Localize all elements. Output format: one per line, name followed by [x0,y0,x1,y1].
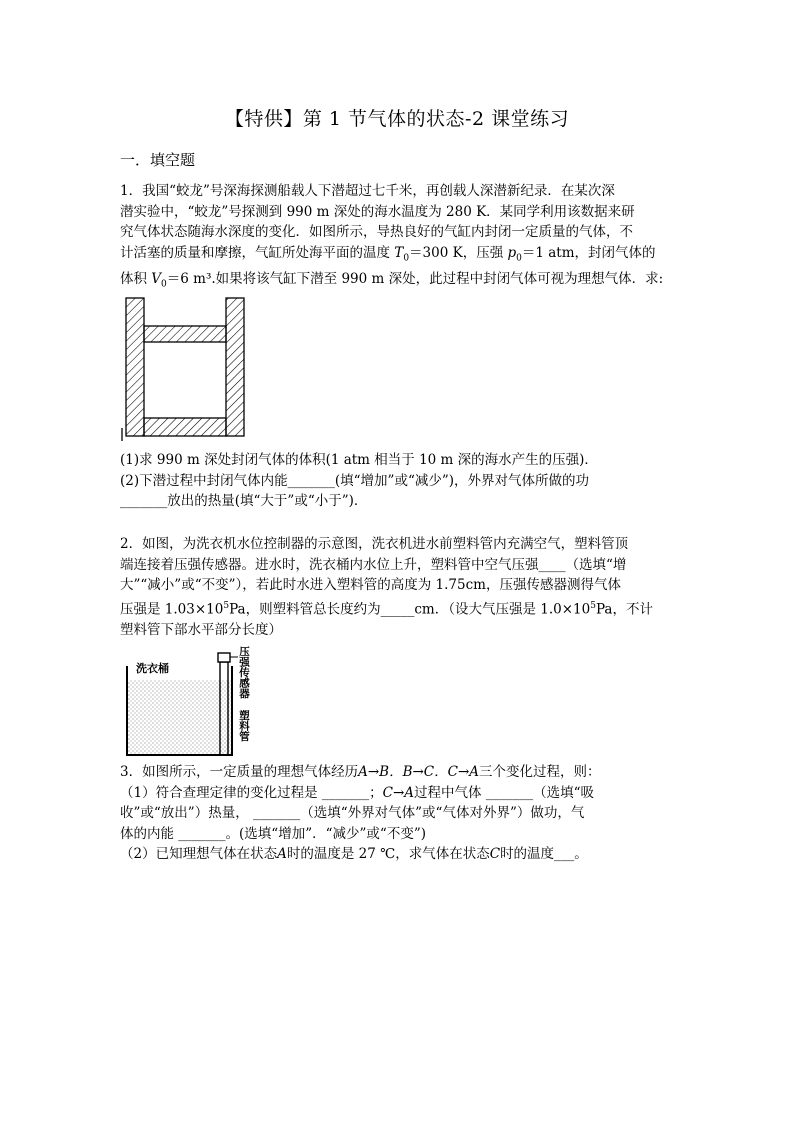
water-area [127,680,231,754]
q2-line-1: 2．如图，为洗衣机水位控制器的示意图，洗衣机进水前塑料管内充满空气，塑料管顶 [120,536,629,552]
q2-line-5: 塑料管下部水平部分长度） [120,621,282,638]
washing-machine-diagram [120,638,270,760]
q1-line-5: 体积 $V_0=6$ m³.如果将该气缸下潜至 990 m 深处，此过程中封闭气体可视为理想气体．求: [120,270,664,290]
q2-line-4: 压强是 $1.03\times 10^5Pa$，则塑料管总长度约为_____cm．（设大气压强是 $1.0\times 10^5Pa$，不计 [120,600,653,617]
tub-label: 洗衣桶 [136,662,169,675]
q1-sub-3: _______放出的热量(填“大于”或“小于”)． [120,493,368,509]
question-2 [120,534,680,640]
cylinder-right-wall [226,298,244,436]
q1-sub-1: (1)求 990 m 深处封闭气体的体积(1 atm 相当于 10 m 深的海水产生的压强)． [120,452,598,468]
cylinder-left-wall [126,298,144,436]
sensor-label: 压强传感器 [238,646,250,699]
pressure-sensor [218,653,230,662]
q1-line-3: 究气体状态随海水深度的变化．如图所示，导热良好的气缸内封闭一定质量的气体，不 [120,224,633,240]
q1-sub-2: (2)下潜过程中封闭气体内能_______(填“增加”或“减少”)，外界对气体所做的功 [120,472,590,489]
q3-line-2: （1）符合查理定律的变化过程是 _______；C→A过程中气体 _______（选填“吸 [120,784,594,801]
q2-line-2: 端连接着压强传感器。进水时，洗衣桶内水位上升，塑料管中空气压强____（选填“增 [120,556,627,573]
q3-line-1: 3．如图所示，一定质量的理想气体经历A→B．B→C．C→A三个变化过程，则： [120,764,601,780]
cylinder-diagram [120,296,250,442]
q3-line-3: 收”或“放出”）热量， _______（选填“外界对气体”或“气体对外界”）做功，气 [120,805,585,821]
q1-line-1: 1．我国“蛟龙”号深海探测船载人下潜超过七千米，再创载人深潜新纪录．在某次深 [120,183,615,199]
question-1-subparts [120,450,680,512]
q3-line-5: （2）已知理想气体在状态A时的温度是 27 ℃，求气体在状态C时的温度___。 [120,846,588,862]
section-heading: 一．填空题 [120,151,196,169]
q2-line-3: 大”“减小”或“不变”），若此时水进入塑料管的高度为 1.75cm，压强传感器测得气体 [120,577,621,593]
cylinder-bottom [144,418,226,436]
question-1 [120,181,680,295]
question-3 [120,762,680,865]
q1-line-2: 潜实验中，“蛟龙”号探测到 990 m 深处的海水温度为 280 K．某同学利用该数据来研 [120,203,635,220]
tube-label: 塑料管 [238,710,250,742]
tube-water [221,736,228,754]
q1-line-4: 计活塞的质量和摩擦，气缸所处海平面的温度 $T_0=300$ K，压强 $p_0=1$ atm，封闭气体的 [120,244,656,264]
q3-line-4: 体的内能 _______。(选填“增加”．“减少”或“不变”) [120,825,426,842]
piston [144,326,226,342]
page-title: 【特供】第 1 节气体的状态-2 课堂练习 [224,108,570,130]
